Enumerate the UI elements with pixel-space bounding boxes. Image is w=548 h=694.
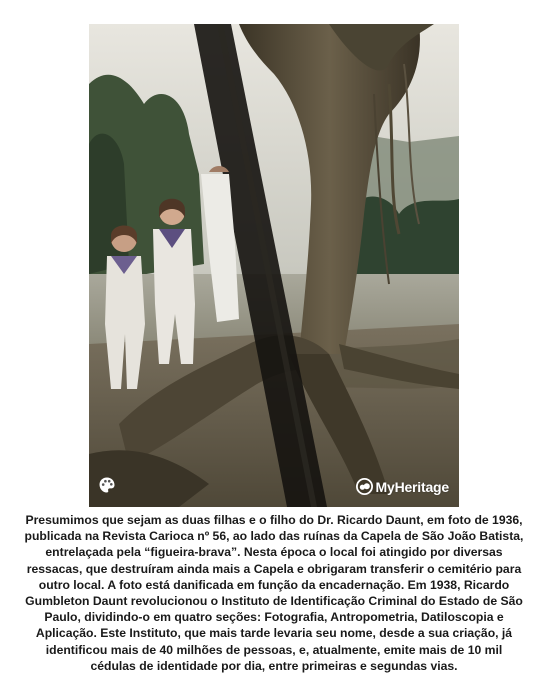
myheritage-watermark	[356, 478, 449, 495]
myheritage-logo-icon	[356, 478, 373, 495]
palette-icon[interactable]	[98, 476, 116, 494]
historical-photo	[89, 24, 459, 507]
photo-scene	[89, 24, 459, 507]
photo-caption: Presumimos que sejam as duas filhas e o filho do Dr. Ricardo Daunt, em foto de 1936, publicada na Revista Carioca nº 56, ao lado das ruínas da Capela de São João Batista, entrelaçada pela “figueira-brava”. Nesta época o local foi atingido por diversas ressacas, que destruíram ainda mais a Capela e obrigaram transferir o cemitério para outro local. A foto está danificada em função da encadernação. Em 1938, Ricardo Gumbleton Daunt revolucionou o Instituto de Identificação Criminal do Estado de São Paulo, dividindo-o em quatro seções: Fotografia, Antropometria, Datiloscopia e Aplicação. Este Instituto, que mais tarde levaria seu nome, desde a sua criação, já identificou mais de 40 milhões de pessoas, e, atualmente, emite mais de 10 mil cédulas de identidade por dia, entre primeiras e segundas vias.	[24, 513, 524, 673]
watermark-text: MyHeritage	[375, 478, 449, 495]
